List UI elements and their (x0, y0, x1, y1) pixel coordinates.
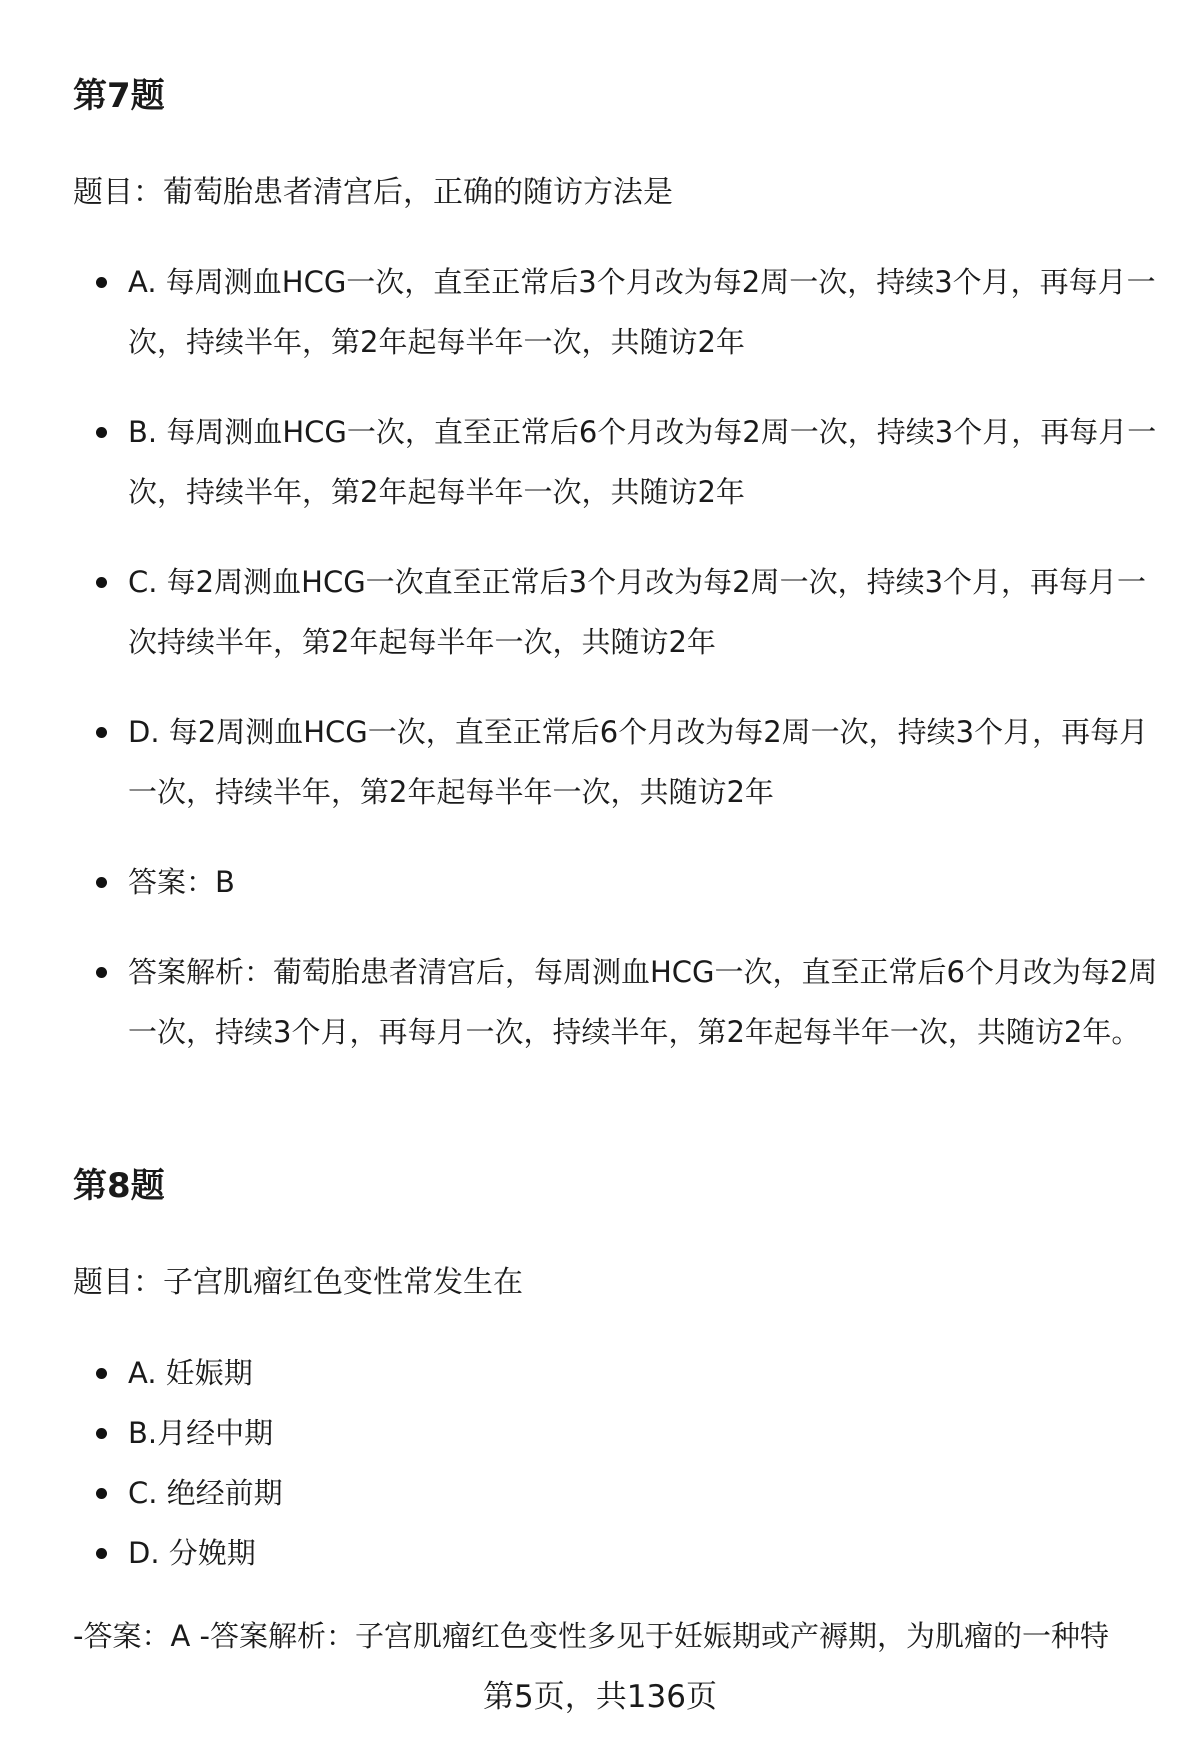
option-a: A. 每周测血HCG一次，直至正常后3个月改为每2周一次，持续3个月，再每月一次，持续半年，第2年起每半年一次，共随访2年 (0, 252, 1160, 372)
option-d: D. 每2周测血HCG一次，直至正常后6个月改为每2周一次，持续3个月，再每月一次，持续半年，第2年起每半年一次，共随访2年 (0, 702, 1160, 822)
answer: 答案：B (0, 852, 1160, 912)
answer-explanation: 答案解析：葡萄胎患者清宫后，每周测血HCG一次，直至正常后6个月改为每2周一次，持续3个月，再每月一次，持续半年，第2年起每半年一次，共随访2年。 (0, 942, 1160, 1062)
option-c: C. 绝经前期 (0, 1463, 1160, 1523)
question-8-answer-line: -答案：A -答案解析：子宫肌瘤红色变性多见于妊娠期或产褥期，为肌瘤的一种特 (73, 1619, 1109, 1653)
question-8-options (0, 1343, 1160, 1583)
question-7-title: 第7题 (73, 76, 165, 116)
question-7-stem: 题目：葡萄胎患者清宫后，正确的随访方法是 (73, 175, 673, 210)
question-8-stem: 题目：子宫肌瘤红色变性常发生在 (73, 1265, 523, 1300)
option-a: A. 妊娠期 (0, 1343, 1160, 1403)
option-b: B.月经中期 (0, 1403, 1160, 1463)
option-d: D. 分娩期 (0, 1523, 1160, 1583)
option-c: C. 每2周测血HCG一次直至正常后3个月改为每2周一次，持续3个月，再每月一次持续半年，第2年起每半年一次，共随访2年 (0, 552, 1160, 672)
question-7-options (0, 252, 1160, 1092)
option-b: B. 每周测血HCG一次，直至正常后6个月改为每2周一次，持续3个月，再每月一次，持续半年，第2年起每半年一次，共随访2年 (0, 402, 1160, 522)
question-8-title: 第8题 (73, 1166, 165, 1206)
page-number: 第5页，共136页 (483, 1679, 717, 1715)
